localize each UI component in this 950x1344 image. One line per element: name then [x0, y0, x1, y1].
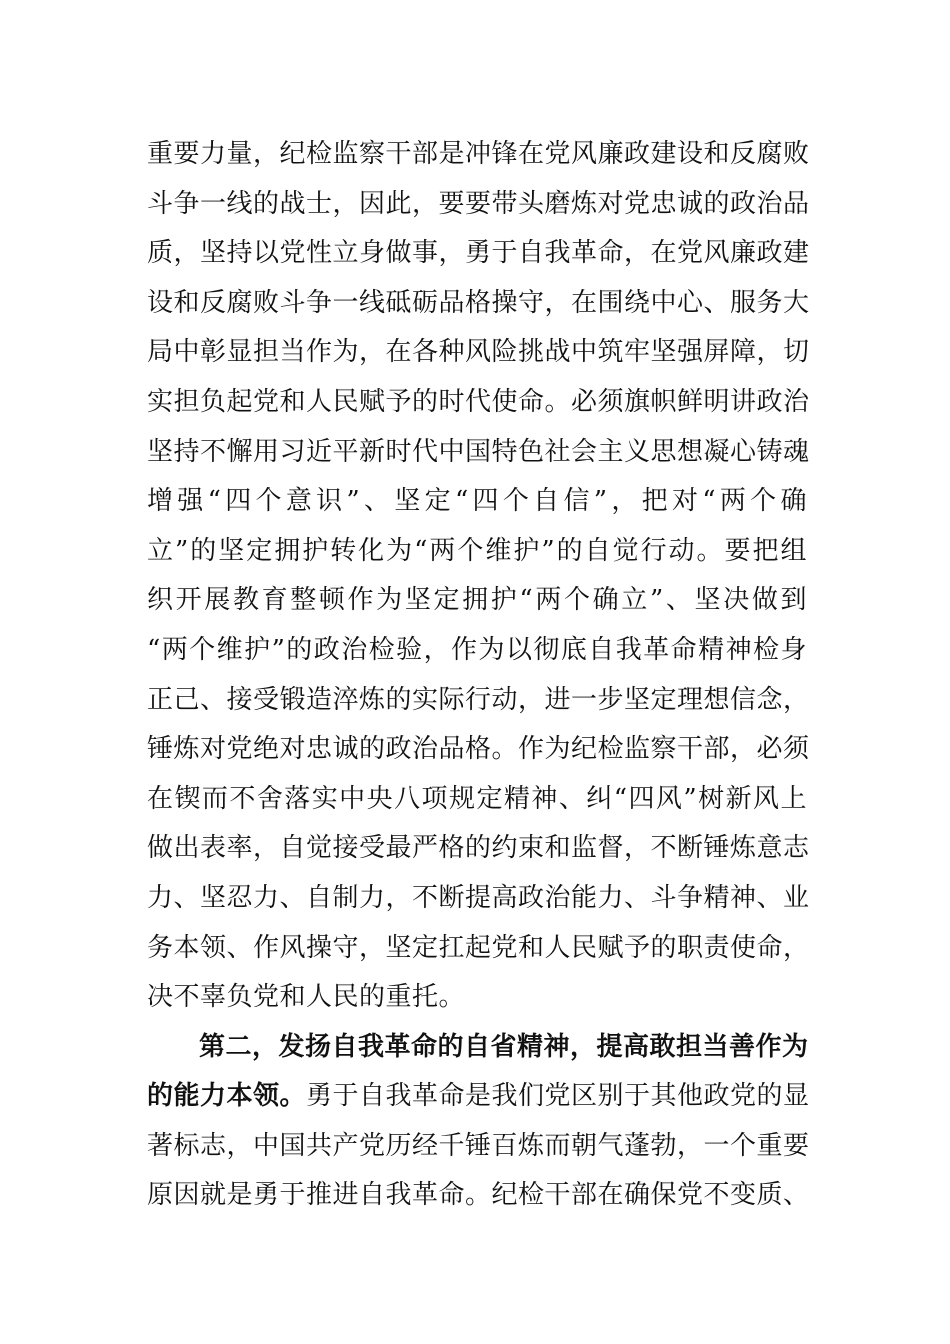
paragraph-line: 重要力量，纪检监察干部是冲锋在党风廉政建设和反腐败 [147, 139, 810, 169]
paragraph-line: 著标志，中国共产党历经千锤百炼而朝气蓬勃，一个重要 [147, 1130, 810, 1161]
paragraph-line: “两个维护”的政治检验，作为以彻底自我革命精神检身 [147, 634, 807, 665]
paragraph-line: 务本领、作风操守，坚定扛起党和人民赋予的职责使命， [147, 932, 810, 963]
paragraph-line: 质，坚持以党性立身做事，勇于自我革命，在党风廉政建 [147, 238, 810, 269]
body-text [147, 130, 810, 1221]
paragraph-line: 立”的坚定拥护转化为“两个维护”的自觉行动。要把组 [147, 535, 807, 566]
paragraph-line: 决不辜负党和人民的重托。 [147, 982, 466, 1013]
paragraph-line: 锤炼对党绝对忠诚的政治品格。作为纪检监察干部，必须 [147, 734, 810, 765]
paragraph-line: 坚持不懈用习近平新时代中国特色社会主义思想凝心铸魂 [147, 436, 810, 467]
paragraph-line: 实担负起党和人民赋予的时代使命。必须旗帜鲜明讲政治 [147, 386, 810, 417]
paragraph-line: 做出表率，自觉接受最严格的约束和监督，不断锤炼意志 [147, 833, 810, 864]
paragraph-line: 增强“四个意识”、坚定“四个自信”，把对“两个确 [147, 486, 807, 517]
paragraph-line: 设和反腐败斗争一线砥砺品格操守，在围绕中心、服务大 [147, 287, 810, 318]
paragraph-line: 斗争一线的战士，因此，要要带头磨炼对党忠诚的政治品 [147, 188, 810, 219]
paragraph-line: 原因就是勇于推进自我革命。纪检干部在确保党不变质、 [147, 1180, 810, 1211]
paragraph-line: 织开展教育整顿作为坚定拥护“两个确立”、坚决做到 [147, 585, 807, 616]
paragraph-line: 力、坚忍力、自制力，不断提高政治能力、斗争精神、业 [147, 882, 810, 913]
paragraph-line: 正己、接受锻造淬炼的实际行动，进一步坚定理想信念， [147, 684, 810, 715]
paragraph-line: 在锲而不舍落实中央八项规定精神、纠“四风”树新风上 [147, 783, 807, 814]
heading-continuation-line [147, 1072, 810, 1122]
section-heading: 第二，发扬自我革命的自省精神，提高敢担当善作为 [199, 1031, 809, 1062]
section-heading-end: 的能力本领。 [147, 1081, 307, 1112]
paragraph-text: 勇于自我革命是我们党区别于其他政党的显 [306, 1081, 810, 1112]
paragraph-line: 局中彰显担当作为，在各种风险挑战中筑牢坚强屏障，切 [147, 337, 810, 368]
